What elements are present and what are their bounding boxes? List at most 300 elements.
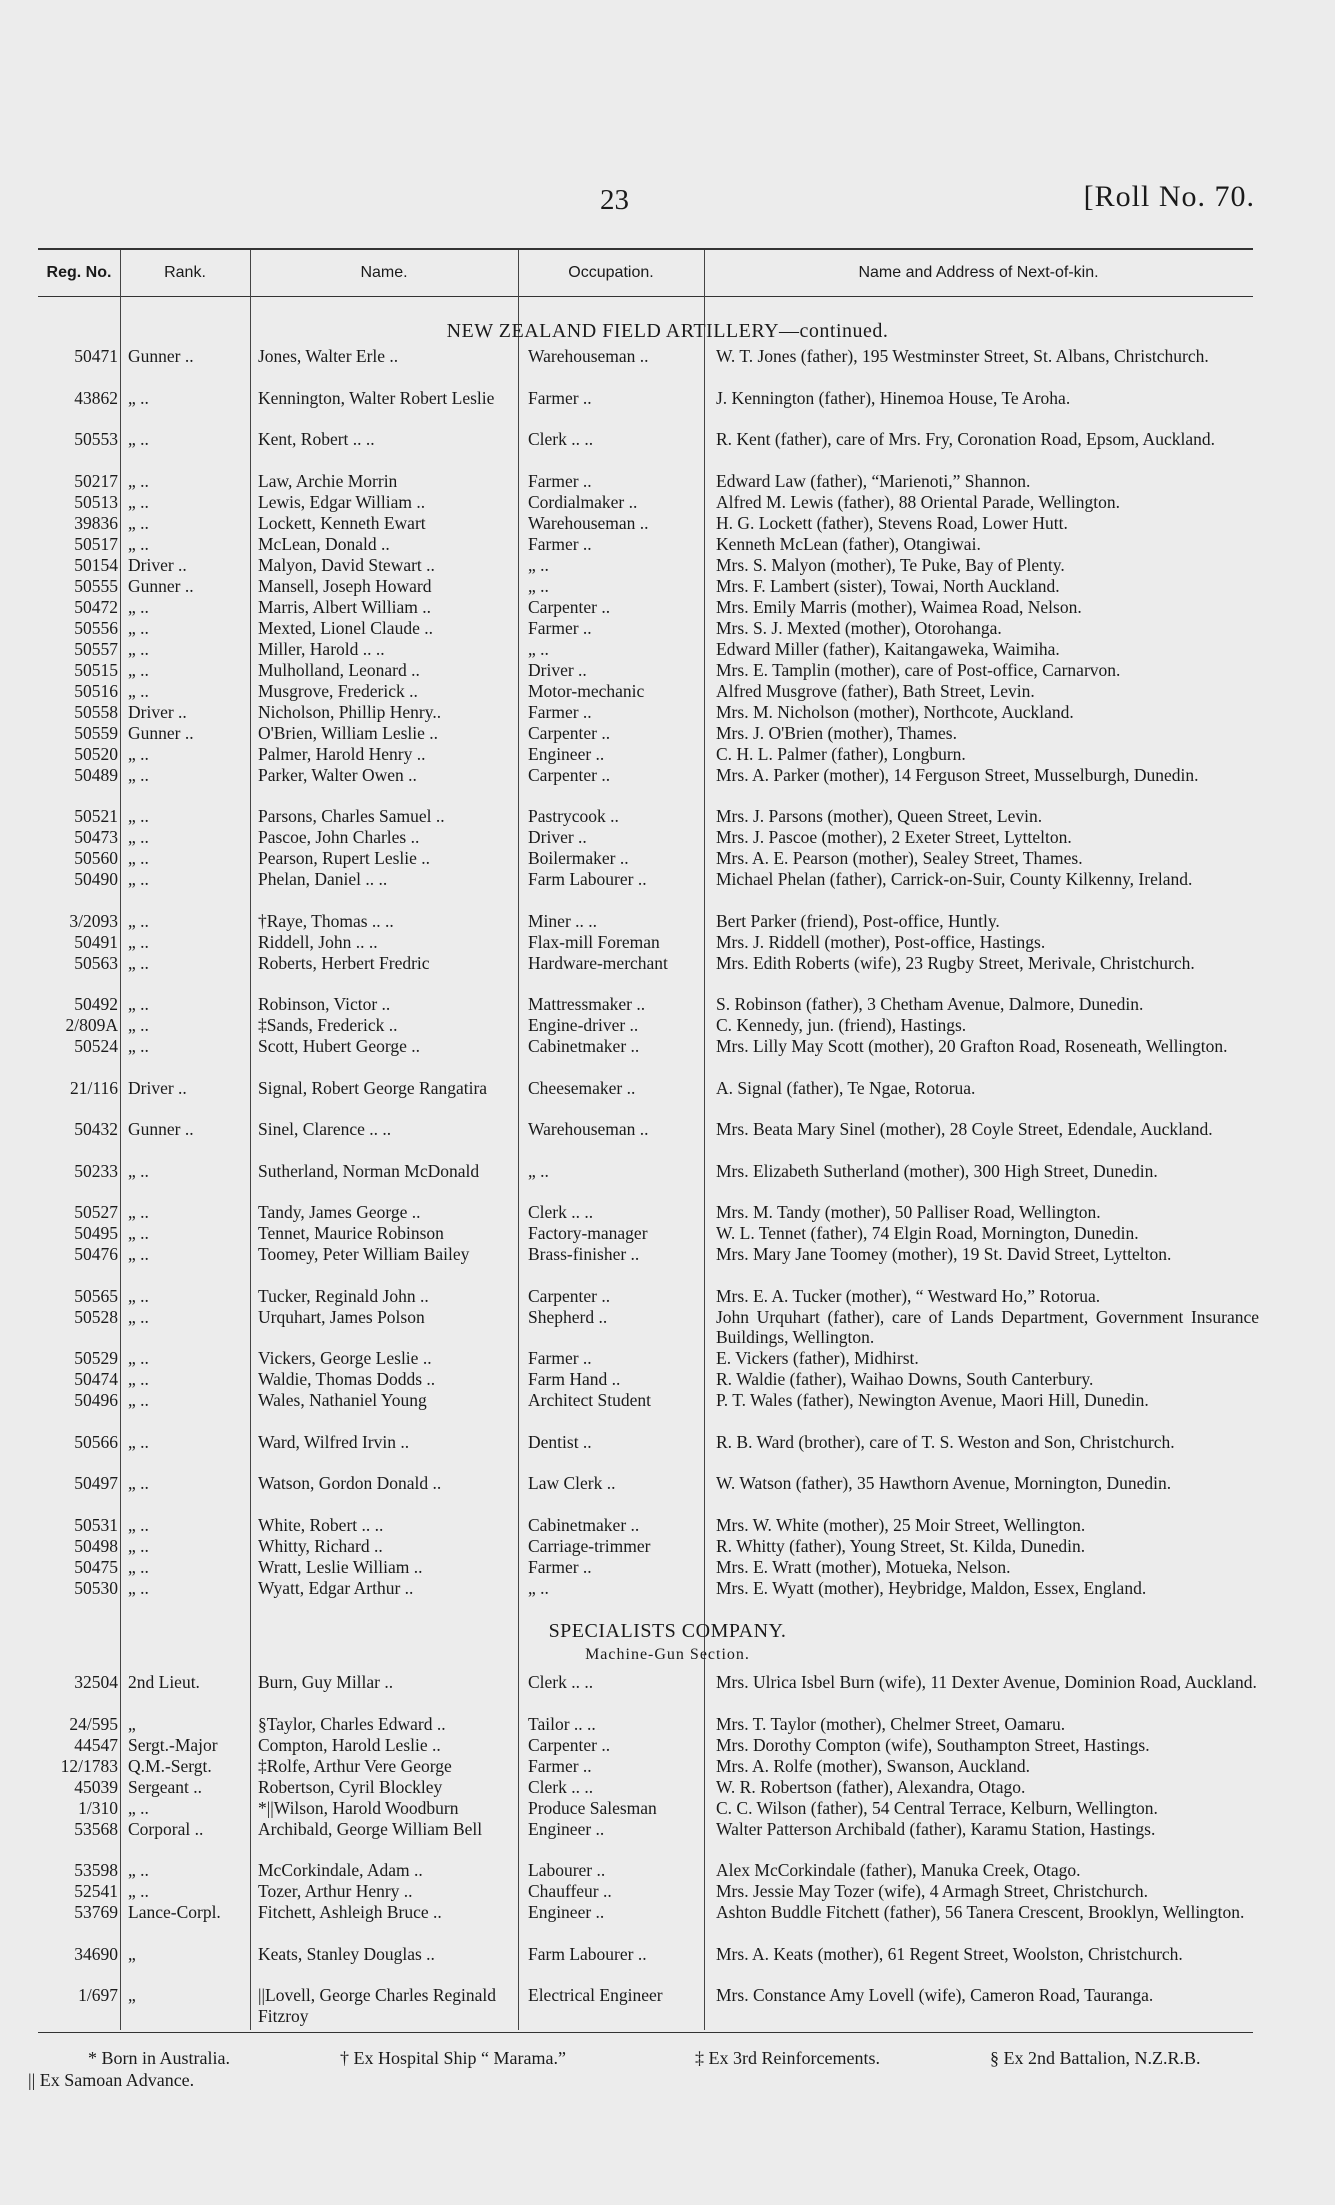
reg-number: 50556	[74, 617, 118, 638]
occupation: „ ..	[528, 575, 549, 596]
reg-number: 50491	[74, 931, 118, 952]
next-of-kin: S. Robinson (father), 3 Chetham Avenue, Dalmore, Dunedin.	[716, 994, 1144, 1014]
next-of-kin: Ashton Buddle Fitchett (father), 56 Tanera Crescent, Brooklyn, Wellington.	[716, 1902, 1245, 1922]
next-of-kin: Mrs. A. Keats (mother), 61 Regent Street, Woolston, Christchurch.	[716, 1943, 1183, 1964]
next-of-kin: A. Signal (father), Te Ngae, Rotorua.	[716, 1077, 976, 1098]
next-of-kin: Edward Miller (father), Kaitangaweka, Waimiha.	[716, 638, 1060, 659]
occupation: Cordialmaker ..	[528, 491, 638, 512]
reg-number: 50432	[74, 1119, 118, 1139]
rank: „ ..	[128, 1223, 149, 1243]
soldier-name: Law, Archie Morrin	[258, 470, 398, 491]
reg-number: 50474	[74, 1369, 118, 1389]
reg-number: 2/809A	[65, 1015, 118, 1035]
rank: „ ..	[128, 1285, 149, 1306]
soldier-name: Robinson, Victor ..	[258, 994, 391, 1014]
occupation: Cheesemaker ..	[528, 1077, 636, 1098]
reg-number: 39836	[74, 512, 118, 533]
next-of-kin: W. Watson (father), 35 Hawthorn Avenue, Mornington, Dunedin.	[716, 1473, 1172, 1493]
reg-number: 50555	[74, 575, 118, 596]
header-bottom-rule	[38, 296, 1253, 297]
divider-4	[704, 250, 705, 2030]
soldier-name: McCorkindale, Adam ..	[258, 1860, 423, 1880]
occupation: Electrical Engineer	[528, 1985, 663, 2005]
soldier-name: Lewis, Edgar William ..	[258, 491, 426, 512]
reg-number: 34690	[74, 1943, 118, 1964]
rank: „	[128, 1985, 136, 2005]
soldier-name: Wratt, Leslie William ..	[258, 1556, 423, 1577]
reg-number: 53769	[74, 1902, 118, 1922]
occupation: Cabinetmaker ..	[528, 1514, 640, 1535]
next-of-kin: P. T. Wales (father), Newington Avenue, Maori Hill, Dunedin.	[716, 1390, 1149, 1410]
rank: „ ..	[128, 617, 149, 638]
occupation: Flax-mill Foreman	[528, 931, 660, 952]
reg-number: 50530	[74, 1577, 118, 1598]
rank: „ ..	[128, 638, 149, 659]
occupation: Hardware-merchant	[528, 952, 668, 973]
occupation: Farmer ..	[528, 1348, 592, 1368]
reg-number: 50472	[74, 596, 118, 617]
next-of-kin: W. T. Jones (father), 195 Westminster Street, St. Albans, Christchurch.	[716, 346, 1209, 366]
reg-number: 52541	[74, 1881, 118, 1901]
reg-number: 50476	[74, 1244, 118, 1264]
next-of-kin: Kenneth McLean (father), Otangiwai.	[716, 533, 981, 554]
reg-number: 50553	[74, 429, 118, 449]
reg-number: 43862	[74, 387, 118, 408]
page-number: 23	[600, 184, 629, 216]
next-of-kin: Mrs. M. Nicholson (mother), Northcote, Auckland.	[716, 701, 1074, 722]
rank: „ ..	[128, 1015, 149, 1035]
reg-number: 50528	[74, 1306, 118, 1327]
occupation: Warehouseman ..	[528, 1119, 649, 1139]
divider-1	[120, 250, 121, 2030]
next-of-kin: Mrs. E. Tamplin (mother), care of Post-office, Carnarvon.	[716, 659, 1121, 680]
rank: „ ..	[128, 387, 149, 408]
reg-number: 50497	[74, 1473, 118, 1493]
occupation: Carpenter ..	[528, 1285, 611, 1306]
next-of-kin: John Urquhart (father), care of Lands Department, Government Insurance Buildings, Wellington.	[716, 1306, 1259, 1347]
next-of-kin: Mrs. A. Rolfe (mother), Swanson, Auckland.	[716, 1755, 1030, 1776]
soldier-name: Compton, Harold Leslie ..	[258, 1734, 441, 1755]
section-title-artillery: NEW ZEALAND FIELD ARTILLERY—continued.	[446, 320, 889, 342]
reg-number: 50527	[74, 1202, 118, 1222]
rank: „ ..	[128, 1369, 149, 1389]
rank: Gunner ..	[128, 722, 194, 743]
reg-number: 32504	[74, 1672, 118, 1692]
subsection-machine-gun: Machine-Gun Section.	[585, 1646, 750, 1663]
rank: „ ..	[128, 910, 149, 931]
soldier-name: Jones, Walter Erle ..	[258, 346, 399, 366]
rank: „ ..	[128, 1202, 149, 1222]
occupation: Farmer ..	[528, 470, 592, 491]
reg-number: 50563	[74, 952, 118, 973]
rank: „ ..	[128, 1473, 149, 1493]
occupation: Miner .. ..	[528, 910, 598, 931]
next-of-kin: Bert Parker (friend), Post-office, Huntly.	[716, 910, 1000, 931]
next-of-kin: Alex McCorkindale (father), Manuka Creek, Otago.	[716, 1860, 1081, 1880]
occupation: Warehouseman ..	[528, 346, 649, 366]
occupation: Brass-finisher ..	[528, 1244, 640, 1264]
reg-number: 50559	[74, 722, 118, 743]
next-of-kin: Mrs. J. Parsons (mother), Queen Street, Levin.	[716, 806, 1043, 826]
occupation: Clerk .. ..	[528, 429, 594, 449]
next-of-kin: Mrs. W. White (mother), 25 Moir Street, Wellington.	[716, 1514, 1086, 1535]
next-of-kin: Michael Phelan (father), Carrick-on-Suir, County Kilkenny, Ireland.	[716, 869, 1193, 889]
occupation: Motor-mechanic	[528, 680, 645, 701]
soldier-name: Ward, Wilfred Irvin ..	[258, 1431, 410, 1452]
col-name: Name.	[360, 264, 408, 281]
soldier-name: Tandy, James George ..	[258, 1202, 421, 1222]
next-of-kin: Mrs. Jessie May Tozer (wife), 4 Armagh Street, Christchurch.	[716, 1881, 1148, 1901]
occupation: Farm Hand ..	[528, 1369, 621, 1389]
next-of-kin: Mrs. A. E. Pearson (mother), Sealey Street, Thames.	[716, 848, 1083, 868]
roll-label: [Roll No. 70.	[1083, 180, 1255, 213]
reg-number: 1/310	[78, 1797, 118, 1818]
rank: „ ..	[128, 680, 149, 701]
soldier-name: Tucker, Reginald John ..	[258, 1285, 429, 1306]
footnote-born-australia: * Born in Australia.	[88, 2048, 230, 2068]
occupation: Carpenter ..	[528, 722, 611, 743]
next-of-kin: Mrs. Elizabeth Sutherland (mother), 300 High Street, Dunedin.	[716, 1160, 1158, 1181]
rank: Gunner ..	[128, 1119, 194, 1139]
rank: „ ..	[128, 1514, 149, 1535]
next-of-kin: Alfred M. Lewis (father), 88 Oriental Parade, Wellington.	[716, 491, 1121, 512]
soldier-name: Vickers, George Leslie ..	[258, 1348, 432, 1368]
occupation: Farm Labourer ..	[528, 869, 647, 889]
next-of-kin: J. Kennington (father), Hinemoa House, Te Aroha.	[716, 387, 1071, 408]
reg-number: 50531	[74, 1514, 118, 1535]
reg-number: 50233	[74, 1160, 118, 1181]
soldier-name: Signal, Robert George Rangatira	[258, 1077, 488, 1098]
occupation: Labourer ..	[528, 1860, 606, 1880]
next-of-kin: W. L. Tennet (father), 74 Elgin Road, Mornington, Dunedin.	[716, 1223, 1139, 1243]
rank: „ ..	[128, 1244, 149, 1264]
reg-number: 50489	[74, 764, 118, 785]
rank: Gunner ..	[128, 575, 194, 596]
soldier-name: †Raye, Thomas .. ..	[258, 910, 394, 931]
occupation: Tailor .. ..	[528, 1713, 596, 1734]
rank: „ ..	[128, 491, 149, 512]
occupation: Shepherd ..	[528, 1306, 608, 1327]
next-of-kin: C. C. Wilson (father), 54 Central Terrace, Kelburn, Wellington.	[716, 1797, 1158, 1818]
reg-number: 50558	[74, 701, 118, 722]
rank: Q.M.-Sergt.	[128, 1755, 212, 1776]
reg-number: 50473	[74, 827, 118, 847]
rank: „	[128, 1713, 136, 1734]
occupation: Clerk .. ..	[528, 1776, 594, 1797]
occupation: Pastrycook ..	[528, 806, 619, 826]
soldier-name: Parsons, Charles Samuel ..	[258, 806, 445, 826]
next-of-kin: Mrs. Edith Roberts (wife), 23 Rugby Street, Merivale, Christchurch.	[716, 952, 1195, 973]
soldier-name: Whitty, Richard ..	[258, 1535, 383, 1556]
occupation: Mattressmaker ..	[528, 994, 646, 1014]
reg-number: 50475	[74, 1556, 118, 1577]
divider-3	[518, 250, 519, 2030]
soldier-name: Pascoe, John Charles ..	[258, 827, 420, 847]
reg-number: 24/595	[69, 1713, 118, 1734]
next-of-kin: Edward Law (father), “Marienoti,” Shannon.	[716, 470, 1031, 491]
soldier-name: Malyon, David Stewart ..	[258, 554, 435, 575]
rank: „ ..	[128, 659, 149, 680]
occupation: Cabinetmaker ..	[528, 1036, 640, 1056]
rank: „ ..	[128, 848, 149, 868]
reg-number: 50557	[74, 638, 118, 659]
soldier-name: White, Robert .. ..	[258, 1514, 384, 1535]
next-of-kin: Mrs. E. Wratt (mother), Motueka, Nelson.	[716, 1556, 1011, 1577]
next-of-kin: Mrs. J. Riddell (mother), Post-office, Hastings.	[716, 931, 1046, 952]
rank: Gunner ..	[128, 346, 194, 366]
next-of-kin: Mrs. A. Parker (mother), 14 Ferguson Street, Musselburgh, Dunedin.	[716, 764, 1199, 785]
next-of-kin: Mrs. T. Taylor (mother), Chelmer Street, Oamaru.	[716, 1713, 1066, 1734]
reg-number: 3/2093	[69, 910, 118, 931]
rank: 2nd Lieut.	[128, 1672, 200, 1692]
occupation: Boilermaker ..	[528, 848, 629, 868]
occupation: Factory-manager	[528, 1223, 648, 1243]
rank: „ ..	[128, 1535, 149, 1556]
soldier-name: Palmer, Harold Henry ..	[258, 743, 426, 764]
reg-number: 50560	[74, 848, 118, 868]
soldier-name: Roberts, Herbert Fredric	[258, 952, 430, 973]
rank: „ ..	[128, 533, 149, 554]
rank: „ ..	[128, 1860, 149, 1880]
occupation: „ ..	[528, 638, 549, 659]
rank: „ ..	[128, 1881, 149, 1901]
next-of-kin: Mrs. J. Pascoe (mother), 2 Exeter Street, Lyttelton.	[716, 827, 1072, 847]
rank: „ ..	[128, 806, 149, 826]
rank: „ ..	[128, 1306, 149, 1327]
reg-number: 50529	[74, 1348, 118, 1368]
rank: Lance-Corpl.	[128, 1902, 221, 1922]
soldier-name: Lockett, Kenneth Ewart	[258, 512, 426, 533]
next-of-kin: Mrs. Constance Amy Lovell (wife), Cameron Road, Tauranga.	[716, 1985, 1154, 2005]
occupation: Farmer ..	[528, 701, 592, 722]
soldier-name: McLean, Donald ..	[258, 533, 390, 554]
occupation: Engineer ..	[528, 1902, 605, 1922]
soldier-name: Kent, Robert .. ..	[258, 429, 375, 449]
soldier-name: Tennet, Maurice Robinson	[258, 1223, 444, 1243]
next-of-kin: Mrs. Mary Jane Toomey (mother), 19 St. David Street, Lyttelton.	[716, 1244, 1172, 1264]
soldier-name: Kennington, Walter Robert Leslie	[258, 387, 495, 408]
soldier-name: Burn, Guy Millar ..	[258, 1672, 394, 1692]
occupation: Driver ..	[528, 827, 587, 847]
footer-rule	[38, 2032, 1253, 2033]
rank: Driver ..	[128, 701, 187, 722]
next-of-kin: Walter Patterson Archibald (father), Karamu Station, Hastings.	[716, 1818, 1156, 1839]
occupation: Farmer ..	[528, 1556, 592, 1577]
next-of-kin: C. Kennedy, jun. (friend), Hastings.	[716, 1015, 967, 1035]
rank: „ ..	[128, 931, 149, 952]
soldier-name: Watson, Gordon Donald ..	[258, 1473, 442, 1493]
next-of-kin: Mrs. S. Malyon (mother), Te Puke, Bay of Plenty.	[716, 554, 1065, 575]
reg-number: 53598	[74, 1860, 118, 1880]
rank: „ ..	[128, 1036, 149, 1056]
occupation: Farmer ..	[528, 1755, 592, 1776]
reg-number: 50490	[74, 869, 118, 889]
next-of-kin: Mrs. F. Lambert (sister), Towai, North Auckland.	[716, 575, 1060, 596]
soldier-name: ||Lovell, George Charles Reginald Fitzroy	[258, 1985, 497, 2026]
next-of-kin: C. H. L. Palmer (father), Longburn.	[716, 743, 966, 764]
rank: „ ..	[128, 1431, 149, 1452]
soldier-name: §Taylor, Charles Edward ..	[258, 1713, 446, 1734]
reg-number: 12/1783	[60, 1755, 118, 1776]
rank: „ ..	[128, 429, 149, 449]
next-of-kin: Mrs. Lilly May Scott (mother), 20 Grafton Road, Roseneath, Wellington.	[716, 1036, 1228, 1056]
next-of-kin: Mrs. M. Tandy (mother), 50 Palliser Road, Wellington.	[716, 1202, 1101, 1222]
reg-number: 50217	[74, 470, 118, 491]
occupation: Clerk .. ..	[528, 1672, 594, 1692]
soldier-name: Scott, Hubert George ..	[258, 1036, 421, 1056]
soldier-name: Wyatt, Edgar Arthur ..	[258, 1577, 414, 1598]
soldier-name: Pearson, Rupert Leslie ..	[258, 848, 431, 868]
reg-number: 44547	[74, 1734, 118, 1755]
soldier-name: *||Wilson, Harold Woodburn	[258, 1797, 459, 1818]
occupation: Engine-driver ..	[528, 1015, 639, 1035]
occupation: Farmer ..	[528, 387, 592, 408]
next-of-kin: R. Kent (father), care of Mrs. Fry, Coronation Road, Epsom, Auckland.	[716, 429, 1215, 449]
occupation: „ ..	[528, 1577, 549, 1598]
next-of-kin: E. Vickers (father), Midhirst.	[716, 1348, 919, 1368]
soldier-name: Archibald, George William Bell	[258, 1818, 483, 1839]
footnote-third-reinforcements: ‡ Ex 3rd Reinforcements.	[695, 2048, 880, 2068]
rank: „ ..	[128, 1348, 149, 1368]
next-of-kin: Alfred Musgrove (father), Bath Street, Levin.	[716, 680, 1035, 701]
soldier-name: ‡Sands, Frederick ..	[258, 1015, 398, 1035]
divider-2	[250, 250, 251, 2030]
occupation: Farm Labourer ..	[528, 1943, 647, 1964]
next-of-kin: Mrs. Beata Mary Sinel (mother), 28 Coyle Street, Edendale, Auckland.	[716, 1119, 1213, 1139]
soldier-name: Sinel, Clarence .. ..	[258, 1119, 392, 1139]
rank: „	[128, 1943, 136, 1964]
soldier-name: Urquhart, James Polson	[258, 1306, 425, 1327]
reg-number: 50521	[74, 806, 118, 826]
occupation: Law Clerk ..	[528, 1473, 616, 1493]
rank: „ ..	[128, 512, 149, 533]
occupation: Clerk .. ..	[528, 1202, 594, 1222]
occupation: Engineer ..	[528, 1818, 605, 1839]
occupation: Carpenter ..	[528, 596, 611, 617]
occupation: Farmer ..	[528, 617, 592, 638]
occupation: Dentist ..	[528, 1431, 592, 1452]
rank: „ ..	[128, 827, 149, 847]
rank: „ ..	[128, 1160, 149, 1181]
soldier-name: O'Brien, William Leslie ..	[258, 722, 439, 743]
next-of-kin: R. Waldie (father), Waihao Downs, South Canterbury.	[716, 1369, 1094, 1389]
reg-number: 50154	[74, 554, 118, 575]
soldier-name: Wales, Nathaniel Young	[258, 1390, 427, 1410]
rank: „ ..	[128, 869, 149, 889]
soldier-name: Phelan, Daniel .. ..	[258, 869, 388, 889]
reg-number: 50471	[74, 346, 118, 366]
soldier-name: Robertson, Cyril Blockley	[258, 1776, 443, 1797]
soldier-name: Mexted, Lionel Claude ..	[258, 617, 433, 638]
rank: „ ..	[128, 1797, 149, 1818]
rank: „ ..	[128, 1577, 149, 1598]
col-reg: Reg. No.	[46, 264, 112, 281]
occupation: Produce Salesman	[528, 1797, 657, 1818]
footnote-second-battalion: § Ex 2nd Battalion, N.Z.R.B.	[990, 2048, 1201, 2068]
reg-number: 21/116	[70, 1077, 118, 1098]
soldier-name: Mansell, Joseph Howard	[258, 575, 432, 596]
reg-number: 45039	[74, 1776, 118, 1797]
reg-number: 50517	[74, 533, 118, 554]
footnote-samoan: || Ex Samoan Advance.	[28, 2070, 195, 2090]
next-of-kin: W. R. Robertson (father), Alexandra, Otago.	[716, 1776, 1026, 1797]
reg-number: 50524	[74, 1036, 118, 1056]
soldier-name: Tozer, Arthur Henry ..	[258, 1881, 413, 1901]
soldier-name: Miller, Harold .. ..	[258, 638, 385, 659]
rank: „ ..	[128, 1556, 149, 1577]
rank: Driver ..	[128, 1077, 187, 1098]
reg-number: 50496	[74, 1390, 118, 1410]
col-rank: Rank.	[164, 264, 206, 281]
reg-number: 1/697	[78, 1985, 118, 2005]
occupation: „ ..	[528, 1160, 549, 1181]
next-of-kin: Mrs. Emily Marris (mother), Waimea Road, Nelson.	[716, 596, 1082, 617]
next-of-kin: Mrs. E. A. Tucker (mother), “ Westward Ho,” Rotorua.	[716, 1285, 1101, 1306]
next-of-kin: R. Whitty (father), Young Street, St. Kilda, Dunedin.	[716, 1535, 1086, 1556]
reg-number: 50495	[74, 1223, 118, 1243]
next-of-kin: H. G. Lockett (father), Stevens Road, Lower Hutt.	[716, 512, 1068, 533]
next-of-kin: Mrs. S. J. Mexted (mother), Otorohanga.	[716, 617, 1002, 638]
reg-number: 50498	[74, 1535, 118, 1556]
soldier-name: ‡Rolfe, Arthur Vere George	[258, 1755, 452, 1776]
col-occupation: Occupation.	[568, 264, 654, 281]
reg-number: 50516	[74, 680, 118, 701]
soldier-name: Marris, Albert William ..	[258, 596, 431, 617]
reg-number: 50565	[74, 1285, 118, 1306]
occupation: Chauffeur ..	[528, 1881, 612, 1901]
occupation: Carpenter ..	[528, 764, 611, 785]
next-of-kin: Mrs. J. O'Brien (mother), Thames.	[716, 722, 957, 743]
section-title-specialists: SPECIALISTS COMPANY.	[548, 1620, 787, 1642]
reg-number: 53568	[74, 1818, 118, 1839]
col-kin: Name and Address of Next-of-kin.	[858, 264, 1099, 281]
soldier-name: Mulholland, Leonard ..	[258, 659, 420, 680]
occupation: Architect Student	[528, 1390, 651, 1410]
reg-number: 50513	[74, 491, 118, 512]
soldier-name: Sutherland, Norman McDonald	[258, 1160, 480, 1181]
rank: „ ..	[128, 470, 149, 491]
rank: „ ..	[128, 1390, 149, 1410]
occupation: Engineer ..	[528, 743, 605, 764]
reg-number: 50566	[74, 1431, 118, 1452]
next-of-kin: R. B. Ward (brother), care of T. S. Weston and Son, Christchurch.	[716, 1431, 1175, 1452]
rank: „ ..	[128, 743, 149, 764]
soldier-name: Toomey, Peter William Bailey	[258, 1244, 470, 1264]
rank: Sergeant ..	[128, 1776, 203, 1797]
soldier-name: Musgrove, Frederick ..	[258, 680, 418, 701]
next-of-kin: Mrs. Ulrica Isbel Burn (wife), 11 Dexter Avenue, Dominion Road, Auckland.	[716, 1672, 1257, 1692]
rank: „ ..	[128, 994, 149, 1014]
rank: „ ..	[128, 596, 149, 617]
next-of-kin: Mrs. Dorothy Compton (wife), Southampton Street, Hastings.	[716, 1734, 1150, 1755]
reg-number: 50515	[74, 659, 118, 680]
rank: Driver ..	[128, 554, 187, 575]
occupation: Carpenter ..	[528, 1734, 611, 1755]
rank: „ ..	[128, 764, 149, 785]
soldier-name: Fitchett, Ashleigh Bruce ..	[258, 1902, 442, 1922]
next-of-kin: Mrs. E. Wyatt (mother), Heybridge, Maldon, Essex, England.	[716, 1577, 1147, 1598]
rank: Sergt.-Major	[128, 1734, 218, 1755]
rank: Corporal ..	[128, 1818, 204, 1839]
rank: „ ..	[128, 952, 149, 973]
occupation: Carriage-trimmer	[528, 1535, 651, 1556]
occupation: „ ..	[528, 554, 549, 575]
occupation: Warehouseman ..	[528, 512, 649, 533]
reg-number: 50492	[74, 994, 118, 1014]
soldier-name: Keats, Stanley Douglas ..	[258, 1943, 435, 1964]
soldier-name: Riddell, John .. ..	[258, 931, 378, 952]
soldier-name: Waldie, Thomas Dodds ..	[258, 1369, 436, 1389]
